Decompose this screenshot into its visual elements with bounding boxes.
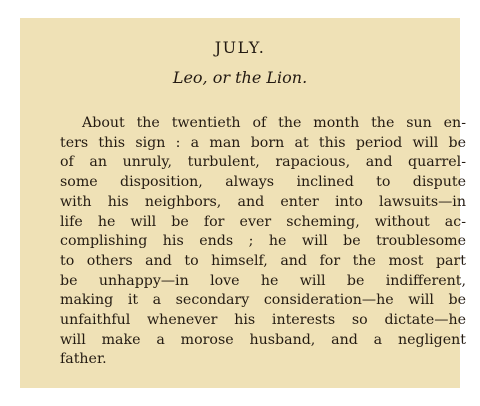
paragraph-line: unfaithful whenever his interests so dictate—he — [60, 312, 466, 329]
month-heading: JULY. — [214, 38, 266, 57]
paragraph-line: complishing his ends ; he will be troublesome — [60, 233, 466, 250]
paragraph-line: be unhappy—in love he will be indifferent, — [60, 272, 466, 289]
paragraph-line: to others and to himself, and for the most part — [60, 252, 466, 269]
zodiac-subheading: Leo, or the Lion. — [172, 68, 308, 87]
paragraph-line: life he will be for ever scheming, without ac- — [60, 213, 466, 230]
paragraph-line: will make a morose husband, and a negligent — [60, 331, 466, 348]
paragraph-line: making it a secondary consideration—he will be — [60, 292, 466, 309]
paragraph-line: some disposition, always inclined to dispute — [60, 174, 466, 191]
paragraph-line: with his neighbors, and enter into lawsuits—in — [60, 193, 466, 210]
paragraph-line: father. — [60, 351, 107, 368]
body-paragraph — [60, 114, 466, 370]
paragraph-line: About the twentieth of the month the sun en- — [82, 115, 466, 131]
paragraph-line: ters this sign : a man born at this period will be — [60, 134, 466, 151]
paragraph-line: of an unruly, turbulent, rapacious, and quarrel- — [60, 154, 466, 171]
book-page — [20, 18, 466, 388]
